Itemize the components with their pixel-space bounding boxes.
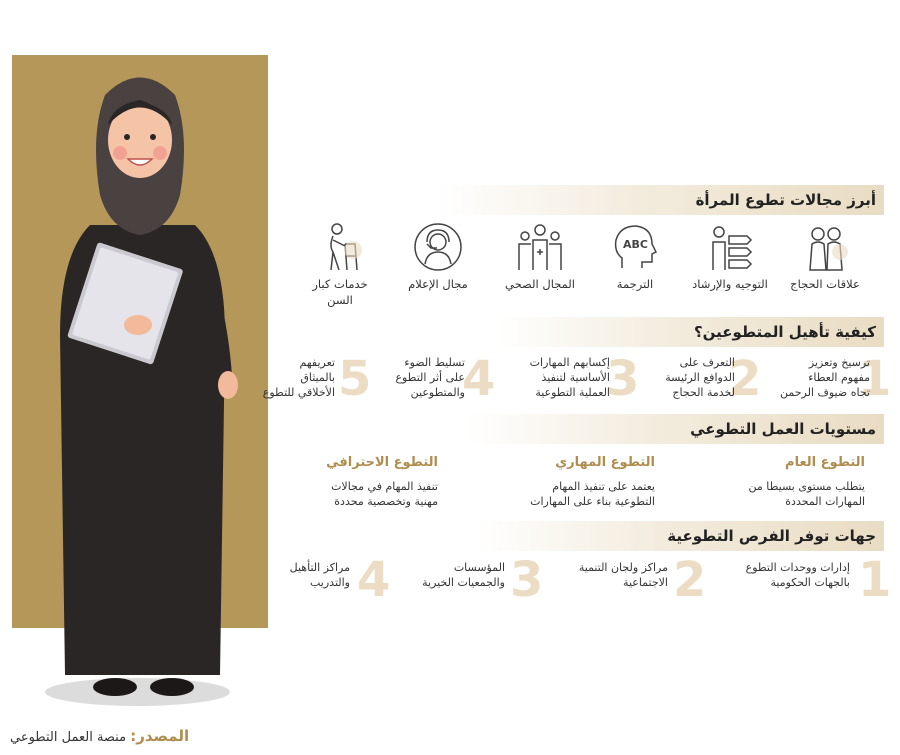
field-item-elderly (285, 222, 395, 308)
provider-number: 1 (858, 552, 892, 608)
health-team-icon (515, 222, 565, 272)
provider-line: المؤسسات (453, 561, 505, 574)
step-line: مفهوم العطاء (808, 371, 870, 384)
elderly-walker-icon (315, 222, 365, 272)
step-line: الدوافع الرئيسة (665, 371, 735, 384)
section-heading-volunteer-qualification (496, 317, 884, 347)
section-heading-opportunity-providers (476, 521, 884, 551)
level-line: يتطلب مستوى بسيطا من (748, 480, 865, 493)
provider-number: 3 (510, 552, 544, 608)
step-text (263, 355, 335, 400)
field-label: المجال الصحي (505, 277, 575, 291)
level-line: التطوعية بناء على المهارات (530, 495, 655, 508)
translation-abc-icon (610, 222, 660, 272)
section-title: جهات توفر الفرص التطوعية (667, 527, 876, 545)
provider-line: إدارات ووحدات التطوع (745, 561, 850, 574)
svg-text:ABC: ABC (623, 238, 648, 251)
step-text (665, 355, 735, 400)
woman-volunteer-illustration (20, 55, 260, 705)
level-line: المهارات المحددة (785, 495, 865, 508)
guidance-icon (705, 222, 755, 272)
step-number: 2 (728, 351, 762, 407)
provider-line: والتدريب (310, 576, 350, 589)
field-label: الترجمة (616, 277, 654, 291)
field-label-line1: خدمات كبار (312, 277, 368, 291)
step-text (780, 355, 870, 400)
level-description (331, 479, 438, 509)
level-description (749, 479, 866, 509)
provider-number: 2 (673, 552, 707, 608)
provider-text (579, 560, 668, 590)
step-line: على أثر التطوع (395, 371, 465, 384)
provider-line: مراكز التأهيل (289, 561, 350, 574)
source-credit (10, 727, 189, 745)
step-line: لخدمة الحجاج (672, 386, 735, 399)
field-label: علاقات الحجاج (790, 277, 860, 291)
field-item-health (485, 222, 595, 292)
step-line: تسليط الضوء (404, 356, 465, 369)
field-item-translation (580, 222, 690, 292)
step-line: تعريفهم (299, 356, 335, 369)
section-title: مستويات العمل التطوعي (690, 420, 876, 438)
provider-text (290, 560, 350, 590)
step-number: 1 (858, 351, 892, 407)
level-line: مهنية وتخصصية محددة (334, 495, 438, 508)
step-line: والمتطوعين (410, 386, 465, 399)
provider-line: الاجتماعية (623, 576, 668, 589)
section-heading-women-volunteering-fields (436, 185, 884, 215)
step-number: 4 (462, 351, 496, 407)
field-label: مجال الإعلام (408, 277, 468, 291)
step-line: الأساسية لتنفيذ (541, 371, 610, 384)
step-line: ترسيخ وتعزيز (808, 356, 870, 369)
step-number: 5 (338, 351, 372, 407)
field-label (285, 276, 395, 308)
source-label: المصدر: (130, 727, 190, 745)
field-item-media (383, 222, 493, 292)
media-headset-icon (413, 222, 463, 272)
provider-line: بالجهات الحكومية (770, 576, 850, 589)
field-item-pilgrims (770, 222, 880, 292)
step-number: 3 (606, 351, 640, 407)
step-line: إكسابهم المهارات (529, 356, 610, 369)
level-title: التطوع الاحترافي (326, 455, 438, 470)
field-item-guidance (675, 222, 785, 292)
provider-text (422, 560, 505, 590)
field-label-line2: السن (327, 293, 353, 307)
field-label: التوجيه والإرشاد (692, 277, 768, 291)
step-line: الأخلاقي للتطوع (262, 386, 335, 399)
level-description (530, 479, 655, 509)
level-title: التطوع العام (785, 455, 865, 470)
pilgrims-icon (800, 222, 850, 272)
step-line: العملية التطوعية (535, 386, 610, 399)
provider-text (746, 560, 850, 590)
step-text (395, 355, 465, 400)
section-heading-volunteer-levels (466, 414, 884, 444)
provider-line: مراكز ولجان التنمية (578, 561, 668, 574)
step-line: بالميثاق (300, 371, 335, 384)
section-title: كيفية تأهيل المتطوعين؟ (693, 323, 876, 341)
level-title: التطوع المهاري (555, 455, 655, 470)
level-line: تنفيذ المهام في مجالات (331, 480, 438, 493)
source-value: منصة العمل التطوعي (10, 730, 127, 745)
provider-number: 4 (357, 552, 391, 608)
step-line: تجاه ضيوف الرحمن (779, 386, 870, 399)
section-title: أبرز مجالات تطوع المرأة (695, 191, 876, 209)
level-line: يعتمد على تنفيذ المهام (552, 480, 655, 493)
step-line: التعرف على (679, 356, 735, 369)
provider-line: والجمعيات الخيرية (422, 576, 505, 589)
step-text (530, 355, 610, 400)
